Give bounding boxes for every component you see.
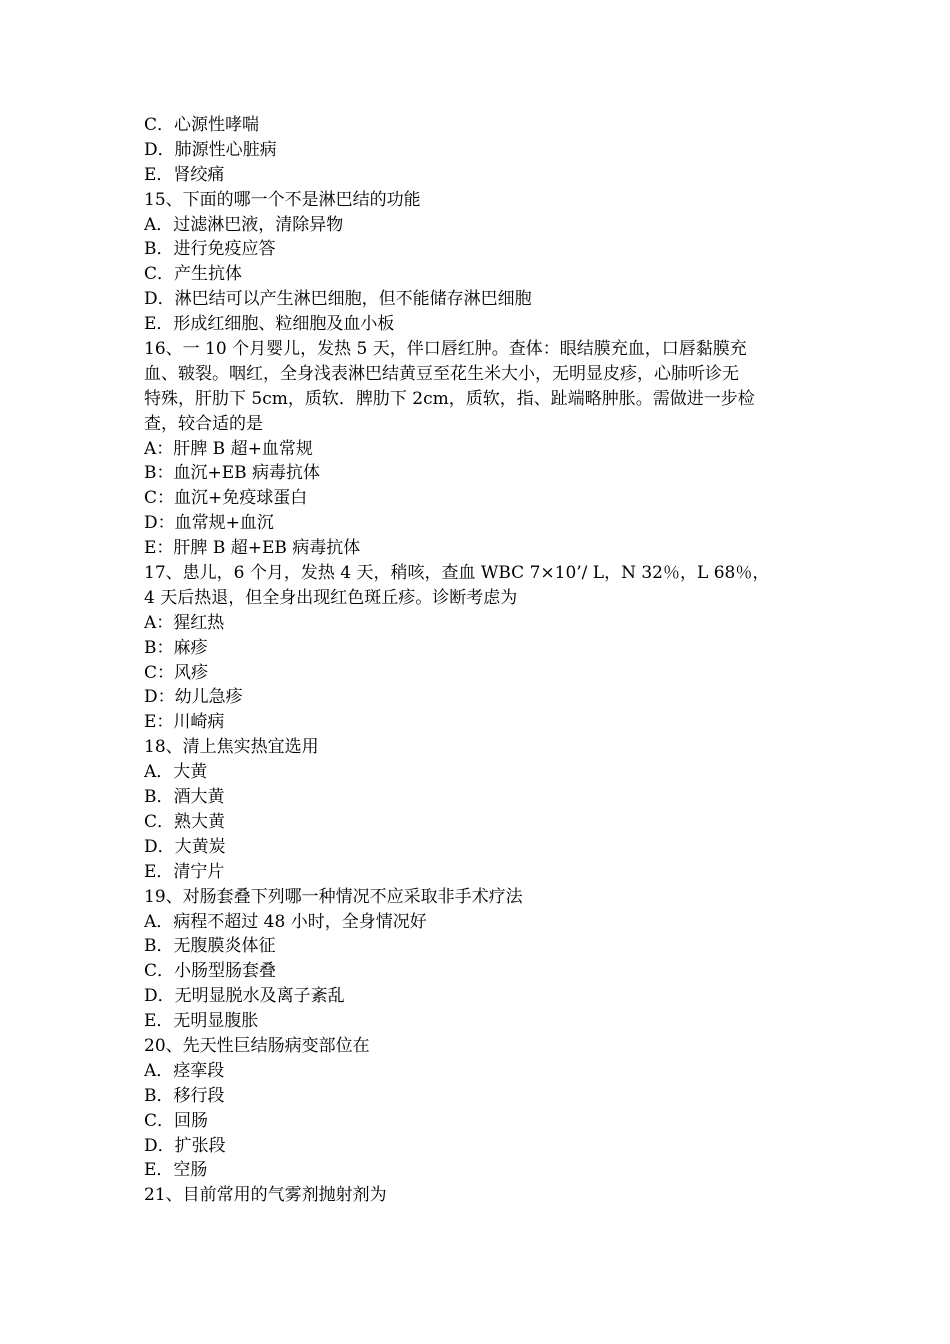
option-line: B：麻疹 xyxy=(144,637,208,658)
option-line: E．肾绞痛 xyxy=(144,164,225,185)
option-line: C．回肠 xyxy=(144,1110,209,1131)
option-line: B．无腹膜炎体征 xyxy=(144,936,276,957)
question-stem-line: 16、一 10 个月婴儿，发热 5 天，伴口唇红肿。查体：眼结膜充血，口唇黏膜充 xyxy=(144,339,747,360)
question-stem: 21、目前常用的气雾剂抛射剂为 xyxy=(144,1185,387,1206)
option-line: E：肝脾 B 超+EB 病毒抗体 xyxy=(144,538,361,559)
option-line: A．痉挛段 xyxy=(144,1060,225,1081)
option-line: D：血常规+血沉 xyxy=(144,513,274,534)
option-line: B．移行段 xyxy=(144,1085,225,1106)
option-line: C：血沉+免疫球蛋白 xyxy=(144,488,308,509)
question-stem: 19、对肠套叠下列哪一种情况不应采取非手术疗法 xyxy=(144,886,523,907)
option-line: B：血沉+EB 病毒抗体 xyxy=(144,463,321,484)
option-line: D．扩张段 xyxy=(144,1135,226,1156)
option-line: A：肝脾 B 超+血常规 xyxy=(144,438,313,459)
option-line: E．清宁片 xyxy=(144,861,225,882)
option-line: A：猩红热 xyxy=(144,612,225,633)
question-stem: 18、清上焦实热宜选用 xyxy=(144,737,319,758)
question-stem-line: 17、患儿，6 个月，发热 4 天，稍咳，查血 WBC 7×10’/ L，N 32％，L 68％， xyxy=(144,563,770,584)
option-line: D．淋巴结可以产生淋巴细胞，但不能储存淋巴细胞 xyxy=(144,289,532,310)
document-body xyxy=(144,113,812,1208)
option-line: B．进行免疫应答 xyxy=(144,239,276,260)
option-line: A．过滤淋巴液，清除异物 xyxy=(144,214,344,235)
option-line: D．无明显脱水及离子紊乱 xyxy=(144,986,345,1007)
question-stem-line: 查，较合适的是 xyxy=(144,413,263,434)
option-line: E．无明显腹胀 xyxy=(144,1011,259,1032)
option-line: C．小肠型肠套叠 xyxy=(144,961,277,982)
option-line: C．熟大黄 xyxy=(144,811,226,832)
option-line: B．酒大黄 xyxy=(144,787,225,808)
question-stem-line: 特殊，肝肋下 5cm，质软．脾肋下 2cm，质软，指、趾端略肿胀。需做进一步检 xyxy=(144,388,755,409)
option-line: E．形成红细胞、粒细胞及血小板 xyxy=(144,314,395,335)
question-stem: 20、先天性巨结肠病变部位在 xyxy=(144,1035,370,1056)
option-line: D：幼儿急疹 xyxy=(144,687,243,708)
option-line: E：川崎病 xyxy=(144,712,225,733)
option-line: A．病程不超过 48 小时，全身情况好 xyxy=(144,911,427,932)
option-line: C．产生抗体 xyxy=(144,264,243,285)
option-line: A．大黄 xyxy=(144,762,208,783)
option-line: E．空肠 xyxy=(144,1160,208,1181)
option-line: D．肺源性心脏病 xyxy=(144,139,277,160)
question-stem-line: 血、皲裂。咽红，全身浅表淋巴结黄豆至花生米大小，无明显皮疹，心肺听诊无 xyxy=(144,363,739,384)
question-stem: 15、下面的哪一个不是淋巴结的功能 xyxy=(144,189,421,210)
option-line: C．心源性哮喘 xyxy=(144,115,260,135)
question-stem-line: 4 天后热退，但全身出现红色斑丘疹。诊断考虑为 xyxy=(144,587,518,608)
option-line: C：风疹 xyxy=(144,662,209,683)
option-line: D．大黄炭 xyxy=(144,836,226,857)
